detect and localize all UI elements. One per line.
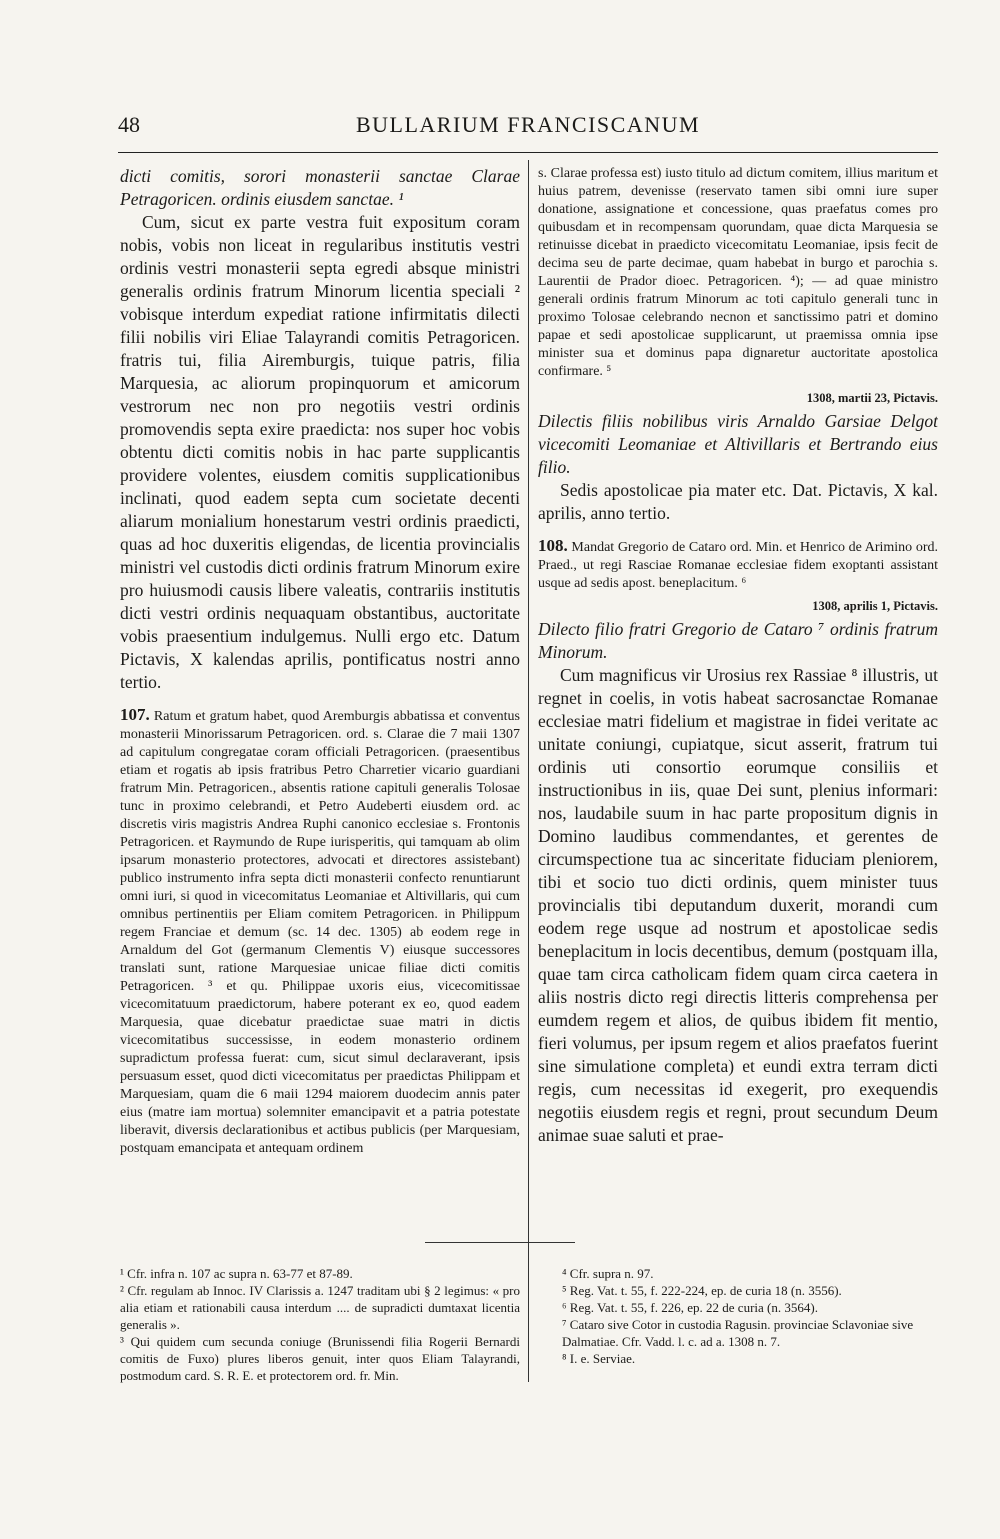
entry-108 [538,537,938,593]
letter-body: Cum, sicut ex parte vestra fuit expositum coram nobis, vobis non liceat in regularibus institutis vestri ordinis vestri monasterii septa egredi absque ministri generalis ordinis fratrum Minorum licentia speciali ² vobisque interdum expediat ratione infirmitatis dilecti filii nobilis viri Eliae Talayrandi comitis Petragoricen. fratris tui, filia Airemburgis, tuique patris, filia Marquesia, ac aliorum propinquorum et amicorum vestrorum nec non pro negotiis vestri ordinis promovendis septa exire praedicta: nos super hoc vobis obtentu dicti comitis nobis in hac parte supplicantis providere volentes, eiusdem comitis supplicationibus inclinati, quod eadem septa cum societate decenti aliarum monialium honestarum vestri ordinis praedicti, quas ad hoc duxeritis eligendas, de licentia provincialis ministri vel custodis dicti ordinis fratrum Minorum exire pro huiusmodi causis libere valeatis, contrariis institutis dicti vestri ordinis nequaquam obstantibus, auctoritate vobis praesentium indulgemus. Nulli ergo etc. Datum Pictavis, X kalendas aprilis, pontificatus nostri anno tertio. [120,212,520,692]
letter-date: 1308, aprilis 1, Pictavis. [812,599,938,613]
footnote: ⁶ Reg. Vat. t. 55, f. 226, ep. 22 de curia (n. 3564). [562,1300,818,1315]
entry-107-text: Ratum et gratum habet, quod Aremburgis abbatissa et conventus monasterii Minorissarum Petragoricen. ord. s. Clarae die 7 maii 1307 ad capitulum congregatae coram officiali Petragoricen. (praesentibus etiam et rogatis ab ipsis fratribus Petro Charretier vicario guardiani fratrum Min. Petragoricen., absentis ratione capituli generalis Tolosae tunc in proximo celebrandi, et Petro Audeberti eiusdem ord. ac discretis viris magistris Andrea Ruphi canonico ecclesiae s. Frontonis Petragoricen. et Raymundo de Rupe iurisperitis, qui tamquam ab olim ipsarum monasterio protectores, advocati et directores assistebant) publico instrumento infra septa dicti monasterii confecto renuntiarunt omni iuri, si quod in vicecomitatus Leomaniae et Altivillaris, qui cum omnibus pertinentiis per Eliam comitem Petragoricen. in Philippum regem Franciae et demum (sc. 14 dec. 1305) ab eodem rege in Arnaldum del Got (germanum Clementis V) eiusque successores translati sunt, ratione Marquesiae unicae filiae dicti comitis Petragoricen. ³ et qu. Philippae uxoris eius, vicecomitissae vicecomitatuum praedictorum, habere poterant ex eo, quod eadem Marquesia, quae dicebatur praedictae suae matri in dictis vicecomitatibus successisse, in eodem monasterio ordinem supradictum professa fuerat: cum, sicut simul declaraverant, ipsis persuasum esset, quod dicti vicecomitatus per praedictas Philippam et Marquesiam, quam die 6 maii 1294 maiorem duodecim annis pater eius (matre iam mortua) solemniter emancipavit et a patria potestate liberavit, diversis declarationibus et actibus publicis (per Marquesiam, postquam emancipata et antequam ordinem [120,709,520,1156]
footnote: ¹ Cfr. infra n. 107 ac supra n. 63-77 et 87-89. [120,1266,353,1281]
right-column [538,165,938,1205]
footnote: ⁸ I. e. Serviae. [562,1351,636,1366]
footnotes-left [120,1265,520,1390]
letter-address: Dilecto filio fratri Gregorio de Cataro ⁷ ordinis fratrum Minorum. [538,619,938,662]
footnote-rule [425,1242,575,1243]
page-header [118,112,938,146]
running-title: BULLARIUM FRANCISCANUM [355,112,701,137]
entry-108-number: 108. [538,536,568,555]
entry-107-continuation: s. Clarae professa est) iusto titulo ad dictum comitem, illius maritum et huius patrem, devenisse (reservato tamen sibi omni iure super donatione, assignatione et concessione, quas praefatus comes pro quibusdam et in recompensam quorundam, quae dicta Marquesia se retinuisse dicebat in praedicto vicecomitatu Leomaniae, ipsis fecit de decima seu de parte decimae, quam habebat in burgo et parochia s. Laurentii de Prador dioec. Petragoricen. ⁴); — ad quae ministro generali ordinis fratrum Minorum ac toti capitulo generali tunc in proximo Tolosae celebrando necnon et sanctissimo patri et domino papae et sedi apostolicae supplicarunt, ut praemissa omnia ipse minister sua et dominus papa dignaretur auctoritate apostolica confirmare. ⁵ [538,166,938,379]
letter-date: 1308, martii 23, Pictavis. [806,391,938,405]
letter-address: dicti comitis, sorori monasterii sanctae Clarae Petragoricen. ordinis eiusdem sanctae. ¹ [120,166,520,209]
entry-108-text: Mandat Gregorio de Cataro ord. Min. et Henrico de Arimino ord. Praed., ut regi Rasciae Romanae ecclesiae fidem exoptanti assistant usque ad sedis apost. beneplacitum. ⁶ [538,540,938,591]
footnotes-right [562,1265,942,1380]
footnote: ⁷ Cataro sive Cotor in custodia Ragusin. provinciae Sclavoniae sive Dalmatiae. Cfr. Vadd. l. c. ad a. 1308 n. 7. [562,1317,914,1349]
header-rule [118,152,938,153]
entry-107-number: 107. [120,705,150,724]
footnote: ² Cfr. regulam ab Innoc. IV Clarissis a. 1247 traditam ubi § 2 legimus: « pro alia etiam et rationabili causa interdum .... de supradicti dumtaxat licentia generalis ». [120,1283,520,1332]
footnote: ⁴ Cfr. supra n. 97. [562,1266,654,1281]
entry-107 [120,706,520,1158]
letter-body: Cum magnificus vir Urosius rex Rassiae ⁸ illustris, ut regnet in coelis, in votis habeat sacrosanctae Romanae ecclesiae matri fidelium et magistrae in fidei veritate ac unitate coniungi, cupiatque, sicut asserit, fratrum tui ordinis uti consortio eorumque consiliis et instructionibus in iis, quae Dei sunt, plenius informari: nos, laudabile suum in hac parte propositum dignis in Domino laudibus commendantes, et gerentes de circumspectione tua ac sinceritate fiduciam pleniorem, tibi et socio tuo dicti ordinis, quem minister tuus provincialis tibi deputandum duxerit, morandi cum eodem rege usque ad nostrum et apostolicae sedis beneplacitum in locis decentibus, demum (postquam illa, quae tam circa catholicam fidem quam circa caetera in aliis nostris dicto regi directis litteris comprehensa per eumdem regem et alios, de quibus ibidem fit mentio, fieri volumus, per ipsum regem et alios praefatos fuerint sine simulatione completa) et eundi extra terram dicti regis, cum necessitas id exegerit, pro exequendis negotiis eiusdem regis et regni, prout secundum Deum animae suae saluti et prae- [538,665,938,1145]
footnote: ⁵ Reg. Vat. t. 55, f. 222-224, ep. de curia 18 (n. 3556). [562,1283,842,1298]
footnote: ³ Qui quidem cum secunda coniuge (Brunissendi filia Rogerii Bernardi comitis de Fuxo) plures liberos genuit, inter quos Eliam Talayrandi, postmodum card. S. R. E. et protectorem ord. fr. Min. [120,1334,520,1383]
left-column [120,165,520,1205]
column-divider [528,160,529,1382]
page-number: 48 [118,112,140,137]
letter-body: Sedis apostolicae pia mater etc. Dat. Pictavis, X kal. aprilis, anno tertio. [538,480,938,523]
letter-address: Dilectis filiis nobilibus viris Arnaldo Garsiae Delgot vicecomiti Leomaniae et Altivillaris et Bertrando eius filio. [538,411,938,477]
